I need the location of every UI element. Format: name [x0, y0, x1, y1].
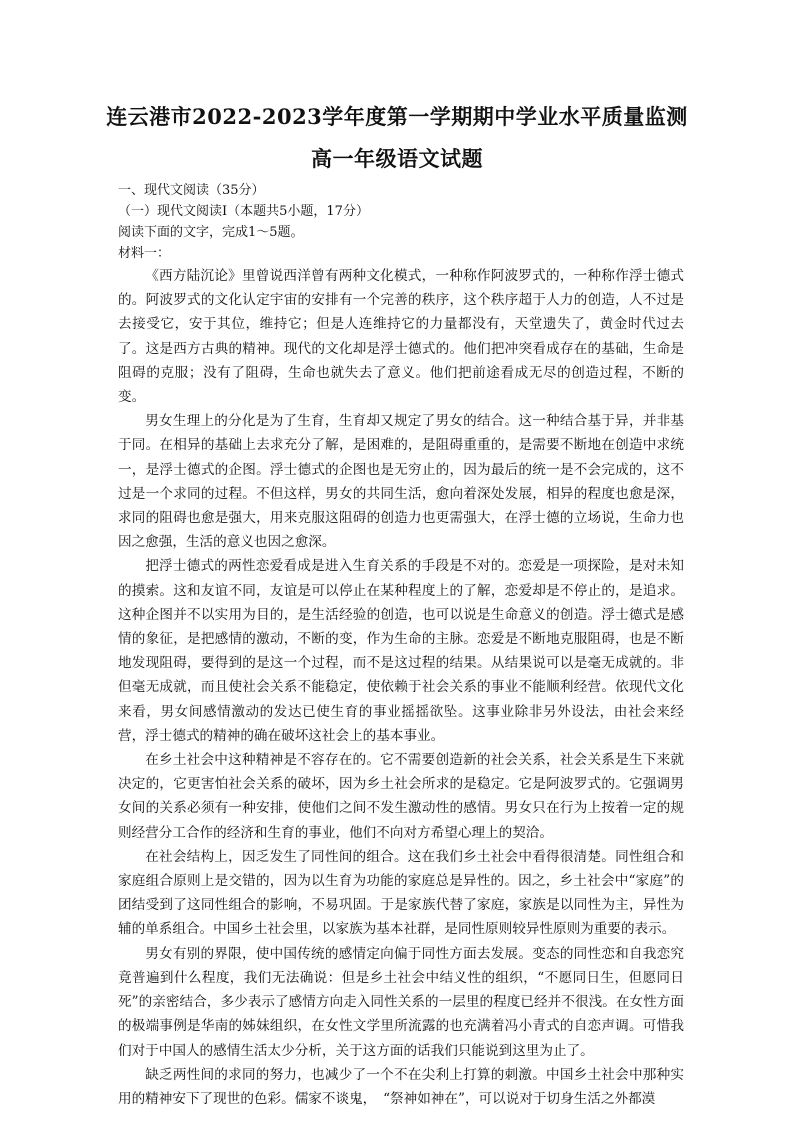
paragraph: 在乡土社会中这种精神是不容存在的。它不需要创造新的社会关系，社会关系是生下来就决定的，它更害怕社会关系的破坏，因为乡土社会所求的是稳定。它是阿波罗式的。它强调男女间的关系必须有一种安排，使他们之间不发生激动性的感情。男女只在行为上按着一定的规则经营分工合作的经济和生育的事业，他们不向对方希望心理上的契洽。 — [118, 752, 684, 841]
page-title: 连云港市2022-2023学年度第一学期期中学业水平质量监测 — [106, 104, 688, 129]
subsection-heading: （一）现代文阅读Ⅰ（本题共5小题，17分） — [118, 204, 369, 219]
paragraph: 缺乏两性间的求同的努力，也减少了一个不在尖利上打算的刺激。中国乡土社会中那种实用的精神安下了现世的色彩。儒家不谈鬼， “祭神如神在”，可以说对于切身生活之外都漠 — [118, 1066, 684, 1107]
material-label: 材料一： — [118, 246, 171, 261]
paragraph: 男女生理上的分化是为了生育，生育却又规定了男女的结合。这一种结合基于异，并非基于同。在相异的基础上去求充分了解，是困难的，是阻碍重重的，是需要不断地在创造中求统一，是浮士德式的企图。浮士德式的企图也是无穷止的，因为最后的统一是不会完成的，这不过是一个求同的过程。不但这样，男女的共同生活，愈向着深处发展，相异的程度也愈是深，求同的阻碍也愈是强大，用来克服这阻碍的创造力也更需强大，在浮士德的立场说，生命力也因之愈强，生活的意义也因之愈深。 — [118, 413, 684, 551]
paragraph: 在社会结构上，因乏发生了同性间的组合。这在我们乡土社会中看得很清楚。同性组合和家庭组合原则上是交错的，因为以生育为功能的家庭总是异性的。因之，乡土社会中“家庭”的团结受到了这同性组合的影响，不易巩固。于是家族代替了家庭，家族是以同性为主，异性为辅的单系组合。中国乡土社会里，以家族为基本社群，是同性原则较异性原则为重要的表示。 — [118, 848, 684, 938]
paragraph: 把浮士德式的两性恋爱看成是进入生育关系的手段是不对的。恋爱是一项探险，是对未知的摸索。这和友谊不同，友谊是可以停止在某种程度上的了解，恋爱却是不停止的，是追求。这种企图并不以实用为目的，是生活经验的创造，也可以说是生命意义的创造。浮士德式是感情的象征，是把感情的激动，不断的变，作为生命的主脉。恋爱是不断地克服阻碍，也是不断地发现阻碍，要得到的是这一个过程，而不是这过程的结果。从结果说可以是毫无成就的。非但毫无成就，而且使社会关系不能稳定，使依赖于社会关系的事业不能顺利经营。依现代文化来看，男女间感情激动的发达已使生育的事业摇摇欲坠。这事业除非另外设法，由社会来经营，浮士德式的精神的确在破坏这社会上的基本事业。 — [118, 558, 684, 744]
paragraph: 男女有别的界限，使中国传统的感情定向偏于同性方面去发展。变态的同性恋和自我恋究竟普遍到什么程度，我们无法确说：但是乡土社会中结义性的组织，“不愿同日生，但愿同日死”的亲密结合，多少表示了感情方向走入同性关系的一层里的程度已经并不很浅。在女性方面的极端事例是华南的姊妹组织，在女性文学里所流露的也充满着冯小青式的自恋声调。可惜我们对于中国人的感情生活太少分析，关于这方面的话我们只能说到这里为止了。 — [118, 945, 684, 1059]
section-heading: 一、现代文阅读（35分） — [118, 183, 265, 198]
page-subtitle: 高一年级语文试题 — [311, 146, 483, 171]
article-body — [118, 264, 684, 1111]
instruction-text: 阅读下面的文字，完成1～5题。 — [118, 225, 304, 240]
paragraph: 《西方陆沉论》里曾说西洋曾有两种文化模式，一种称作阿波罗式的，一种称作浮士德式的。阿波罗式的文化认定宇宙的安排有一个完善的秩序，这个秩序超于人力的创造，人不过是去接受它，安于其位，维持它；但是人连维持它的力量都没有，天堂遗失了，黄金时代过去了。这是西方古典的精神。现代的文化却是浮士德式的。他们把冲突看成存在的基础，生命是阻碍的克服；没有了阻碍，生命也就失去了意义。他们把前途看成无尽的创造过程，不断的变。 — [118, 268, 684, 406]
